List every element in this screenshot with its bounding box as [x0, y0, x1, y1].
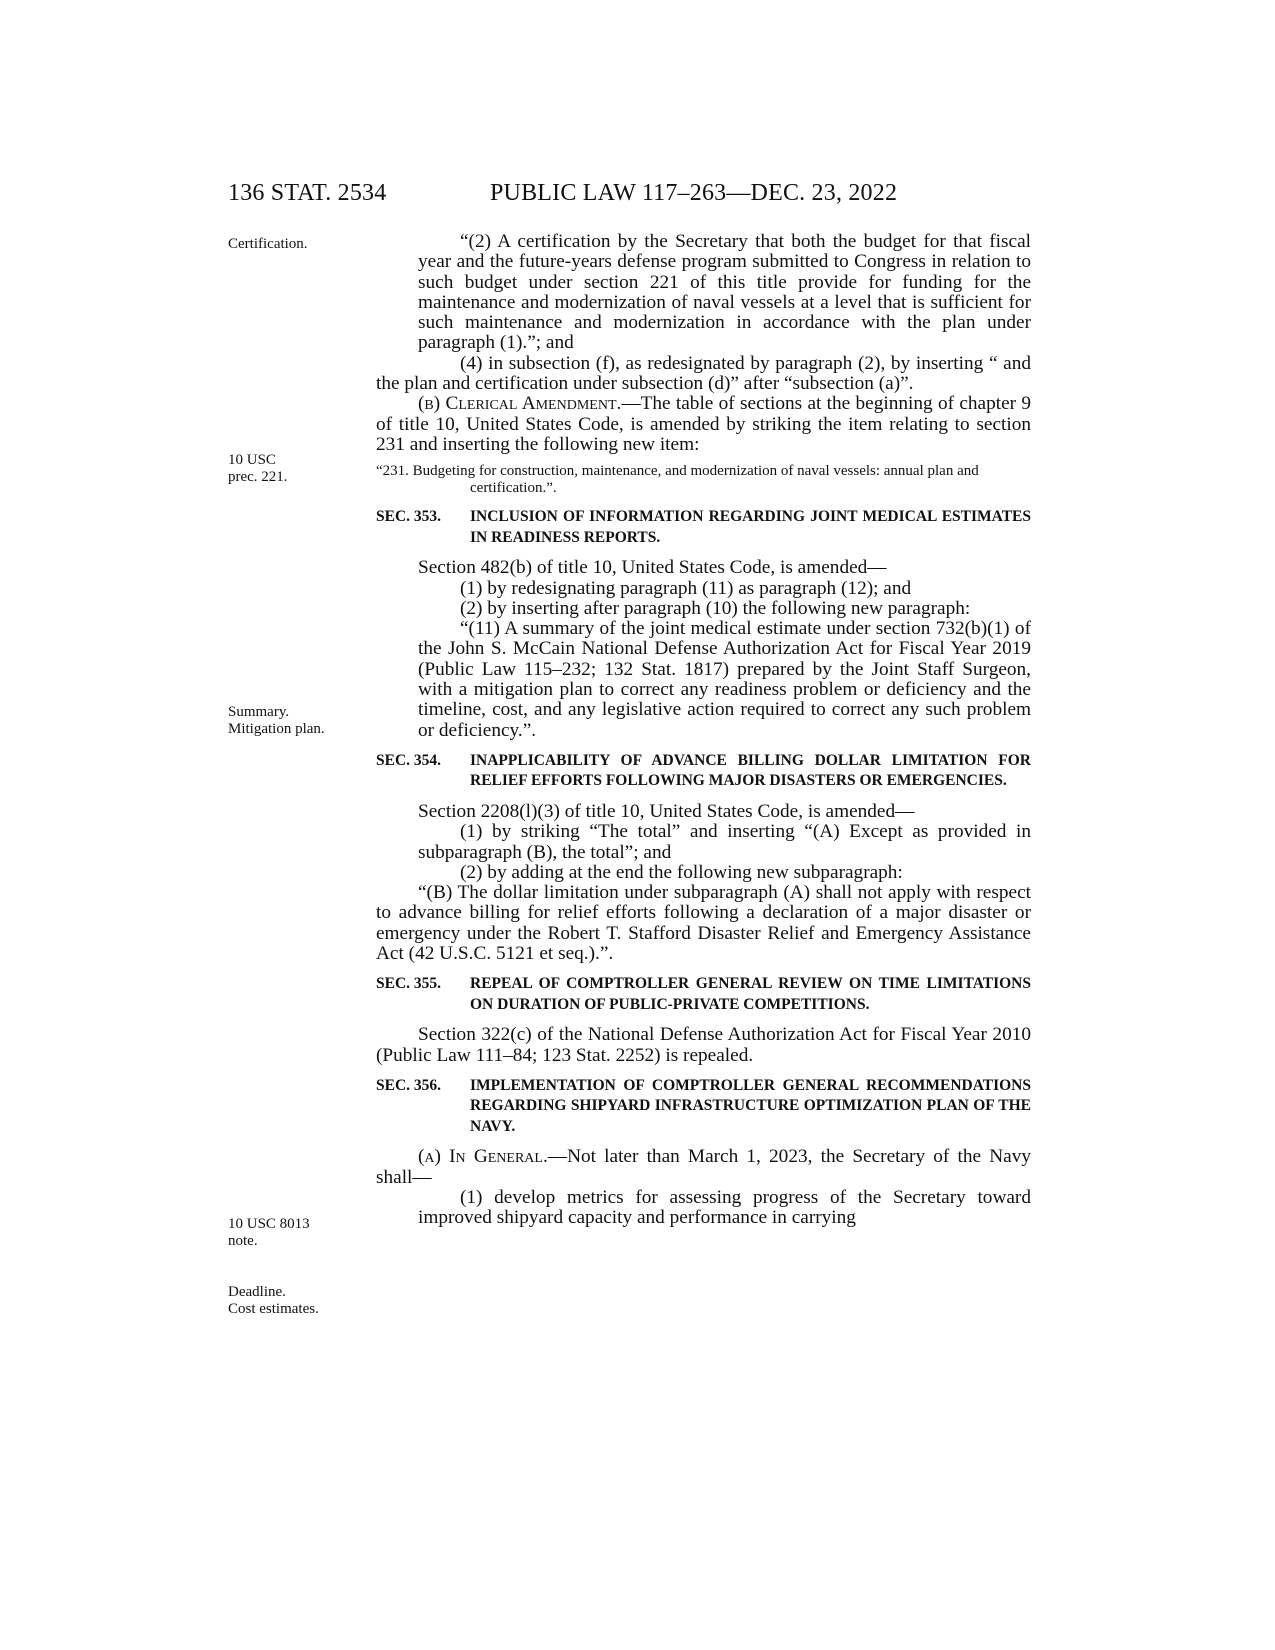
- section-355-title: REPEAL OF COMPTROLLER GENERAL REVIEW ON TIME LIMITATIONS ON DURATION OF PUBLIC-PRIVATE COMPETITIONS.: [470, 975, 1031, 1013]
- section-354-heading: [376, 751, 1031, 792]
- section-353-number: SEC. 353.: [376, 508, 442, 526]
- in-general-heading: (a) In General.: [418, 1146, 548, 1168]
- section-353-heading: [376, 507, 1031, 548]
- paragraph-b-clerical-amendment: [376, 394, 1031, 455]
- quoted-paragraph-certification: “(2) A certification by the Secretary that both the budget for that fiscal year and the future-years defense program submitted to Congress in relation to such budget under section 221 of this title provide for funding for the maintenance and modernization of naval vessels at a level that is sufficient for such maintenance and modernization in accordance with the plan under paragraph (1).”; and: [418, 231, 1031, 354]
- section-353-quoted-paragraph-11: “(11) A summary of the joint medical estimate under section 732(b)(1) of the John S. McCain National Defense Authorization Act for Fiscal Year 2019 (Public Law 115–232; 132 Stat. 1817) prepared by the Joint Staff Surgeon, with a mitigation plan to correct any readiness problem or deficiency and the timeline, cost, and any legislative action required to correct any such problem or deficiency.”.: [418, 618, 1031, 741]
- margin-note-usc-prec-221: 10 USC prec. 221.: [228, 452, 288, 485]
- section-353-title: INCLUSION OF INFORMATION REGARDING JOINT MEDICAL ESTIMATES IN READINESS REPORTS.: [470, 508, 1031, 546]
- section-355-heading: [376, 974, 1031, 1015]
- section-356-item-1: (1) develop metrics for assessing progress of the Secretary toward improved shipyard capacity and performance in carrying: [418, 1187, 1031, 1229]
- running-header: PUBLIC LAW 117–263—DEC. 23, 2022: [490, 180, 898, 206]
- margin-note-usc-8013: 10 USC 8013 note.: [228, 1216, 310, 1249]
- section-353-item-2: (2) by inserting after paragraph (10) the following new paragraph:: [460, 597, 971, 619]
- section-354-title: INAPPLICABILITY OF ADVANCE BILLING DOLLAR LIMITATION FOR RELIEF EFFORTS FOLLOWING MAJOR DISASTERS OR EMERGENCIES.: [470, 751, 1031, 790]
- page-stat-citation: 136 STAT. 2534: [228, 180, 387, 206]
- margin-note-certification: Certification.: [228, 236, 308, 252]
- section-356-heading: [376, 1076, 1031, 1138]
- clerical-amendment-heading: (b) Clerical Amendment.: [418, 393, 622, 415]
- table-of-sections-entry: “231. Budgeting for construction, maintenance, and modernization of naval vessels: annual plan and certification.”.: [376, 463, 979, 497]
- section-353-item-1: (1) by redesignating paragraph (11) as paragraph (12); and: [460, 577, 912, 599]
- section-353-intro: Section 482(b) of title 10, United States Code, is amended—: [418, 557, 887, 579]
- section-354-item-1: (1) by striking “The total” and inserting “(A) Except as provided in subparagraph (B), the total”; and: [418, 821, 1031, 863]
- section-356-number: SEC. 356.: [376, 1076, 442, 1094]
- section-354-quoted-subparagraph-b: “(B) The dollar limitation under subparagraph (A) shall not apply with respect to advance billing for relief efforts following a declaration of a major disaster or emergency under the Robert T. Stafford Disaster Relief and Emergency Assistance Act (42 U.S.C. 5121 et seq.).”.: [376, 882, 1031, 965]
- clerical-amendment-text: —The table of sections at the beginning of chapter 9 of title 10, United States Code, is amended by striking the item relating to section 231 and inserting the following new item:: [376, 393, 1031, 455]
- section-355-text: Section 322(c) of the National Defense Authorization Act for Fiscal Year 2010 (Public Law 111–84; 123 Stat. 2252) is repealed.: [376, 1024, 1031, 1066]
- paragraph-4-subsection-f: (4) in subsection (f), as redesignated by paragraph (2), by inserting “ and the plan and certification under subsection (d)” after “subsection (a)”.: [376, 352, 1031, 395]
- body-column: [376, 232, 1031, 1229]
- margin-note-summary-mitigation: Summary. Mitigation plan.: [228, 704, 325, 737]
- section-355-number: SEC. 355.: [376, 975, 442, 993]
- section-356-title: IMPLEMENTATION OF COMPTROLLER GENERAL RECOMMENDATIONS REGARDING SHIPYARD INFRASTRUCTURE OPTIMIZATION PLAN OF THE NAVY.: [470, 1076, 1031, 1135]
- margin-note-deadline-cost: Deadline. Cost estimates.: [228, 1284, 319, 1317]
- section-354-number: SEC. 354.: [376, 751, 442, 769]
- in-general-text: —Not later than March 1, 2023, the Secretary of the Navy shall—: [376, 1146, 1031, 1188]
- section-356-subsection-a: [376, 1147, 1031, 1188]
- section-354-item-2: (2) by adding at the end the following new subparagraph:: [460, 861, 903, 883]
- section-354-intro: Section 2208(l)(3) of title 10, United States Code, is amended—: [418, 800, 915, 822]
